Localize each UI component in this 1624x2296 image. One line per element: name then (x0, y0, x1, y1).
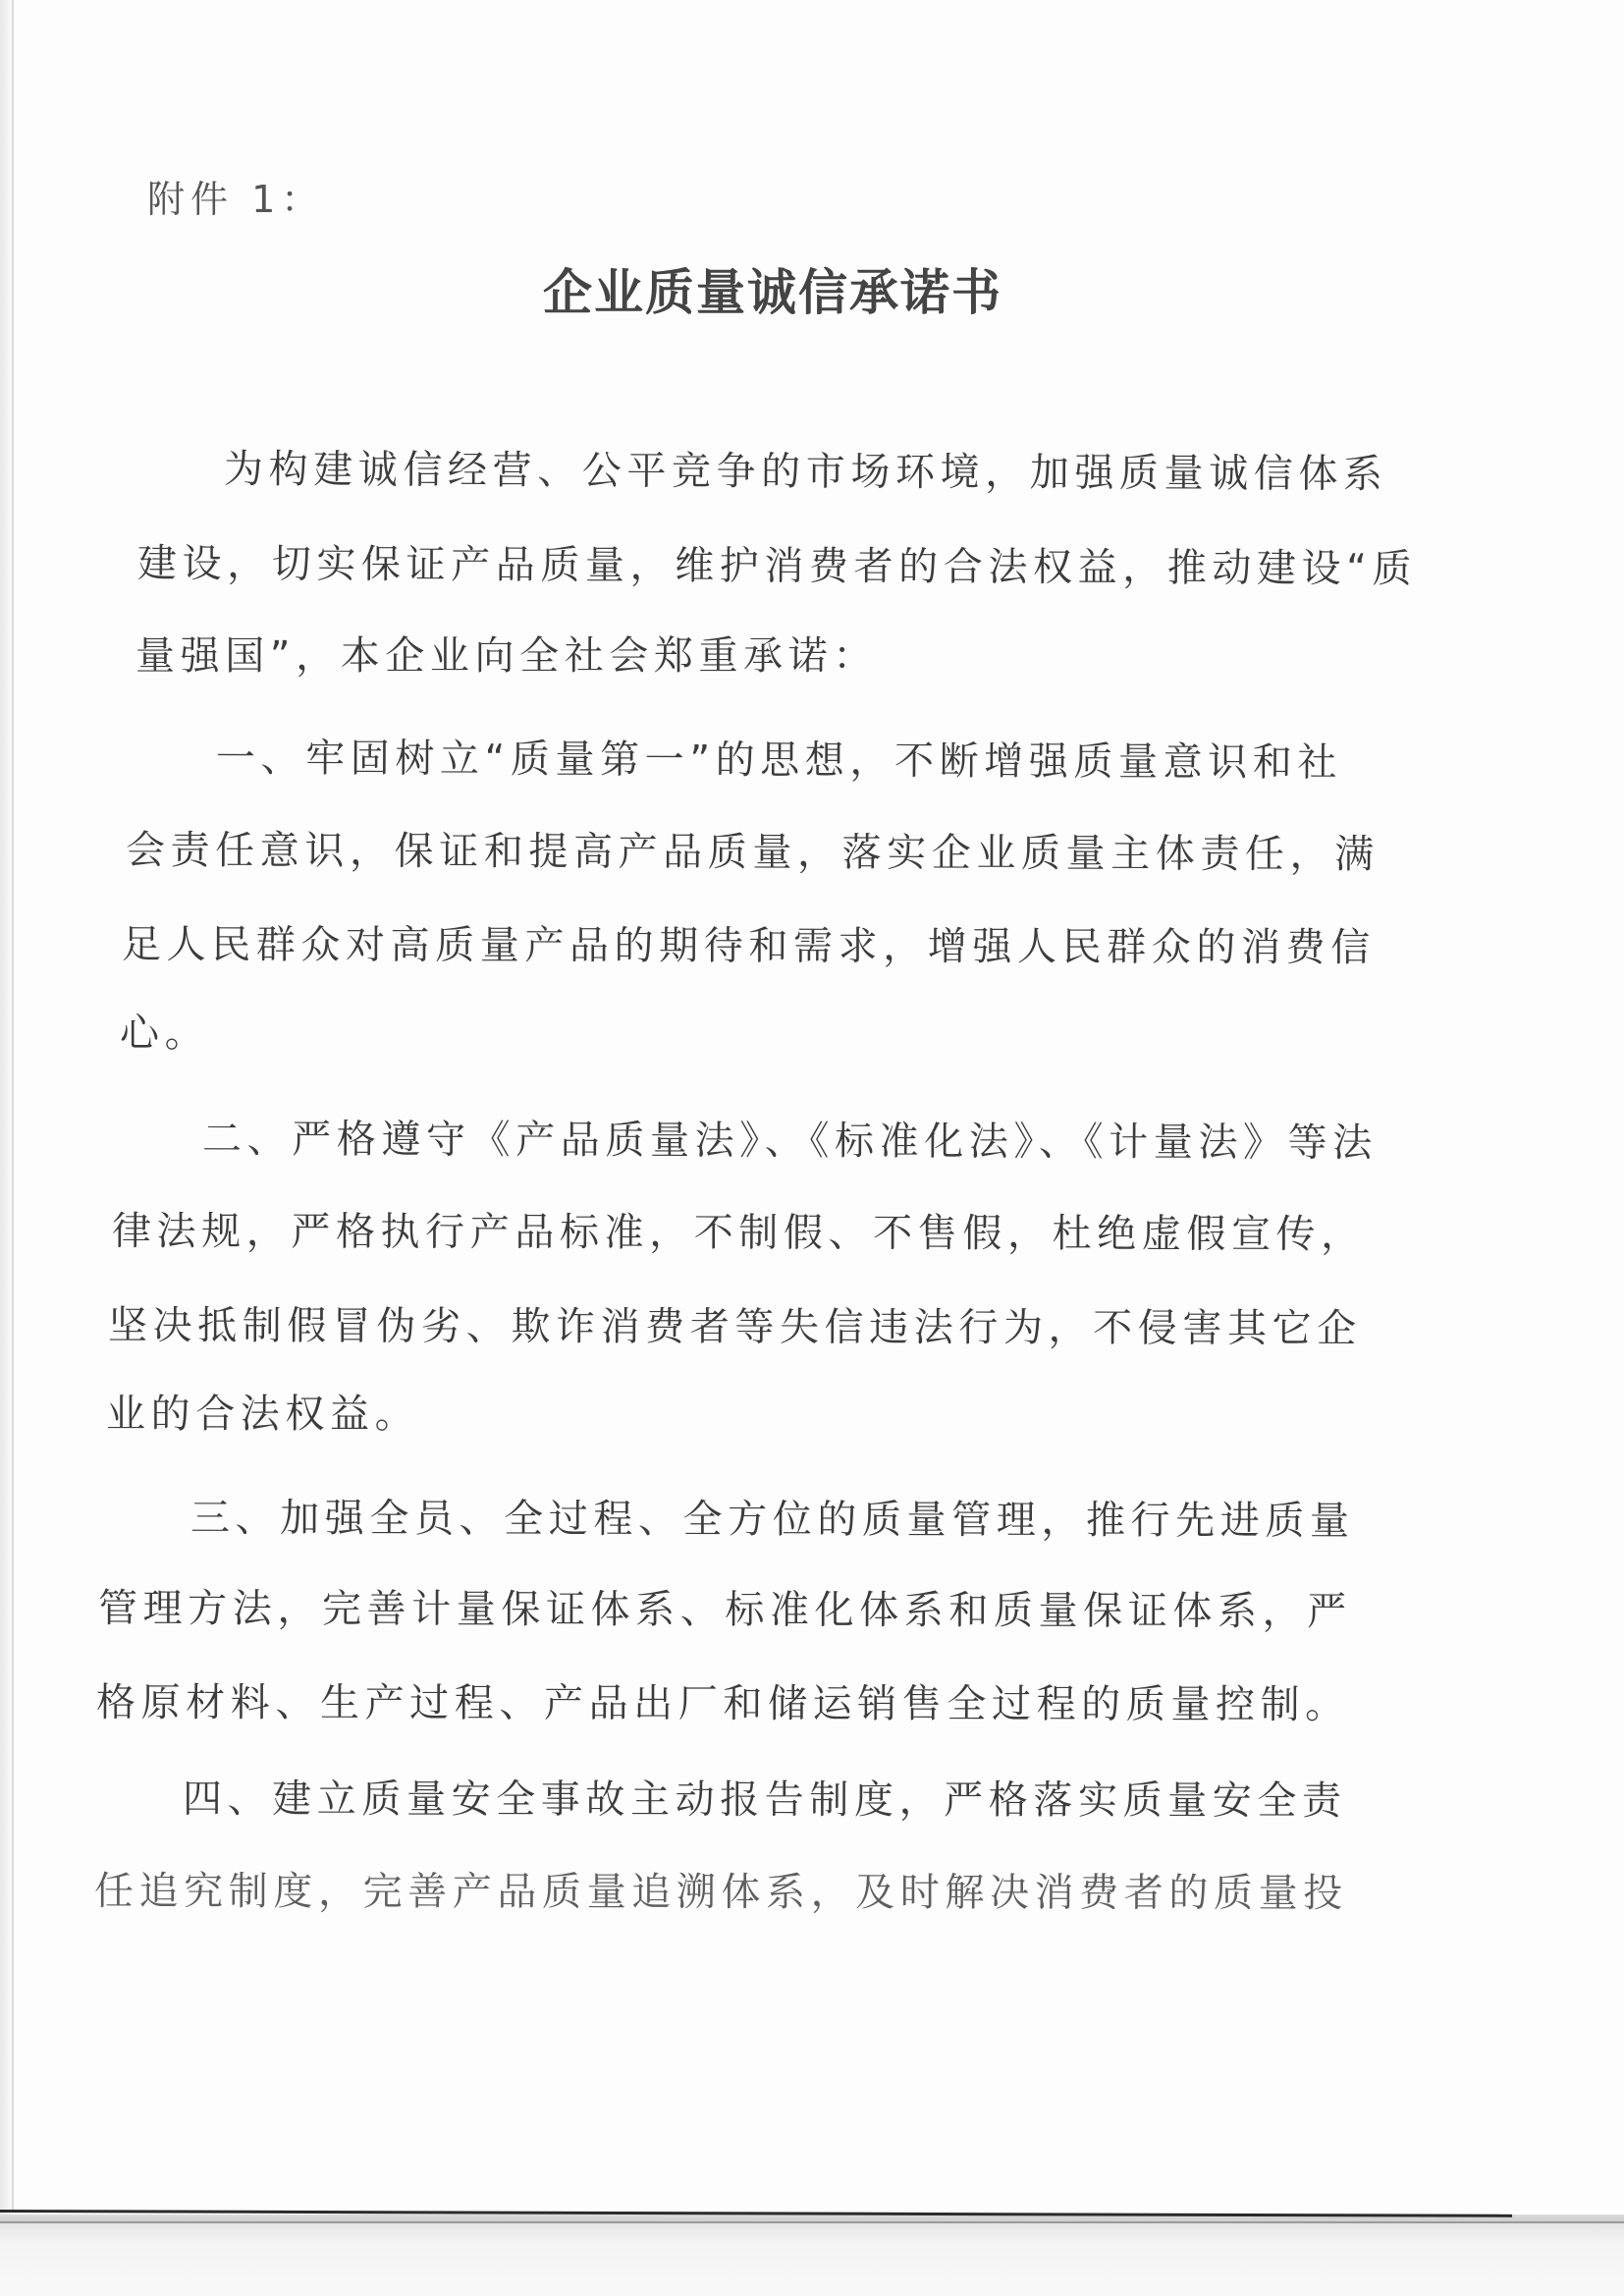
body-line: 心。 (120, 1011, 210, 1056)
body-line: 量强国”，本企业向全社会郑重承诺： (135, 633, 878, 679)
body-line: 格原材料、生产过程、产品出厂和储运销售全过程的质量控制。 (95, 1680, 1350, 1728)
scan-bottom-margin (0, 2214, 1624, 2296)
body-line: 一、牢固树立“质量第一”的思想，不断增强质量意识和社 (215, 736, 1343, 787)
body-line: 业的合法权益。 (106, 1392, 420, 1437)
body-line: 坚决抵制假冒伪劣、欺诈消费者等失信违法行为，不侵害其它企 (107, 1303, 1362, 1352)
body-line: 管理方法，完善计量保证体系、标准化体系和质量保证体系，严 (97, 1586, 1352, 1635)
attachment-label: 附件 1： (147, 178, 325, 221)
body-line: 足人民群众对高质量产品的期待和需求，增强人民群众的消费信 (121, 922, 1376, 971)
body-line: 二、严格遵守《产品质量法》、《标准化法》、《计量法》等法 (201, 1117, 1378, 1167)
body-line: 四、建立质量安全事故主动报告制度，严格落实质量安全责 (182, 1777, 1347, 1825)
body-line: 为构建诚信经营、公平竞争的市场环境，加强质量诚信体系 (223, 447, 1388, 498)
body-line: 建设，切实保证产品质量，维护消费者的合法权益，推动建设“质 (136, 541, 1418, 592)
body-line: 任追究制度，完善产品质量追溯体系，及时解决消费者的质量投 (93, 1869, 1348, 1917)
document-title: 企业质量诚信承诺书 (543, 263, 1002, 321)
body-line: 三、加强全员、全过程、全方位的质量管理，推行先进质量 (189, 1496, 1355, 1545)
body-line: 会责任意识，保证和提高产品质量，落实企业质量主体责任，满 (125, 828, 1380, 878)
scan-bottom-edge-shadow (0, 2221, 1624, 2223)
body-line: 律法规，严格执行产品标准，不制假、不售假，杜绝虚假宣传， (111, 1209, 1366, 1258)
